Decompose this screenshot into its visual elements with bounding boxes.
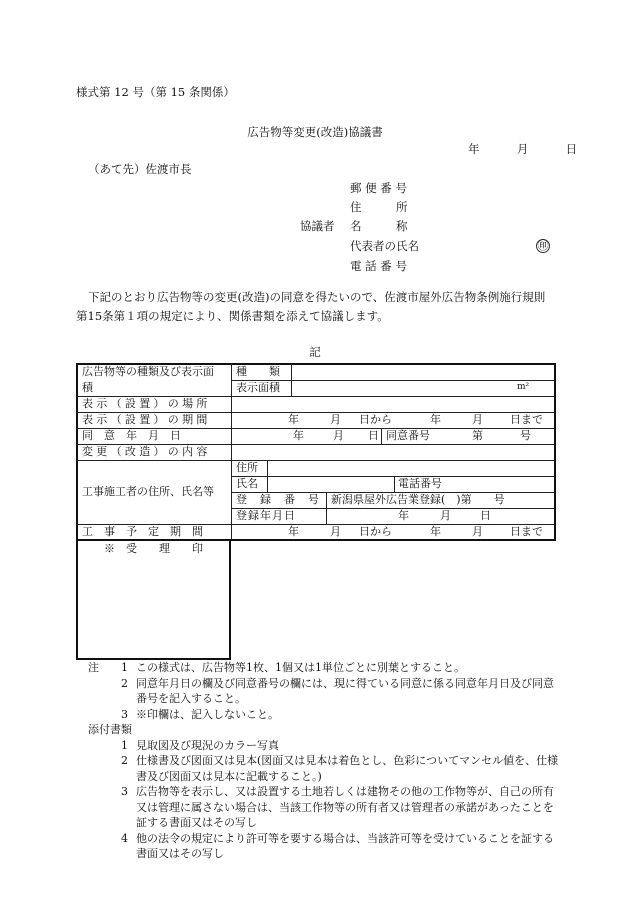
name-label: 名 称 [350,219,408,233]
construction-year-end: 年 [430,525,441,538]
change-content-label: 変更（改造）の内容 [82,445,211,458]
consent-number-prefix: 第 [472,429,483,442]
registration-date-label: 登録年月日 [236,509,296,522]
construction-from: 日から [359,525,392,538]
registration-month: 月 [440,509,451,522]
note-item [88,660,563,676]
consent-year: 年 [293,429,304,442]
representative-label: 代表者の氏名 [350,239,419,253]
note-number: 3 [121,707,128,721]
attachment-item [88,753,563,784]
attachment-text: 見取図及び現況のカラー写真 [136,738,279,752]
registration-number-label: 登 録 番 号 [236,493,320,506]
attachment-item [88,831,563,862]
period-year: 年 [288,413,299,426]
document-title: 広告物等変更(改造)協議書 [247,125,383,139]
date-month: 月 [516,142,529,156]
consent-number-suffix: 号 [520,429,531,442]
ki-heading: 記 [309,345,321,359]
note-number: 2 [121,676,128,690]
period-year-end: 年 [430,413,441,426]
period-month: 月 [330,413,341,426]
ad-type-label: 広告物等の種類及び表示面 [82,365,214,378]
period-month-end: 月 [472,413,483,426]
date-year: 年 [468,142,480,156]
attachment-text: 仕様書及び図面又は見本(図面又は見本は着色とし、色彩についてマンセル値を、仕様書及び図面又は見本に記載すること。) [136,754,559,783]
registration-day: 日 [480,509,491,522]
area-unit: m² [517,382,530,392]
row-line [231,476,554,477]
table-border-right [554,363,556,540]
attachment-item [88,784,563,831]
registration-number-value: 新潟県屋外広告業登録( )第 号 [331,493,505,506]
registration-year: 年 [398,509,409,522]
application-table [76,363,556,660]
contractor-address-label: 住所 [236,461,258,474]
attachment-number: 2 [121,754,128,767]
note-item [88,676,563,707]
ad-type-label-continued: 積 [82,381,93,394]
applicant-group-label: 協議者 [300,219,335,233]
column-divider [291,363,292,396]
consent-day: 日 [368,429,379,442]
consent-number-label: 同意番号 [386,429,430,442]
kind-label: 種 類 [236,365,280,378]
attachment-number: 4 [121,831,128,845]
construction-month-end: 月 [472,525,483,538]
construction-period-label: 工 事 予 定 期 間 [82,525,203,538]
receipt-stamp-label: ※ 受 理 印 [104,542,203,555]
attachment-text: 広告物等を表示し、又は設置する土地若しくは建物その他の工作物等が、自己の所有又は管理に属さない場合は、当該工作物等の所有者又は管理者の承諾があったことを証する書面又はその写し [136,785,554,829]
notes-head: 注 [88,661,99,674]
column-divider [326,492,327,524]
note-number: 1 [121,661,128,674]
phone-label: 電 話 番 号 [350,259,407,273]
request-paragraph: 下記のとおり広告物等の変更(改造)の同意を得たいので、佐渡市屋外広告物条例施行規則第15条第１項の規定により、関係書類を添えて協議します。 [76,290,546,323]
attachments-head: 添付書類 [88,723,132,736]
attachment-text: 他の法令の規定により許可等を要する場合は、当該許可等を受けていることを証する書面又はその写し [136,831,554,860]
date-day: 日 [565,142,578,156]
attachment-item [88,738,563,754]
receipt-stamp-box [76,539,231,660]
row-line [76,460,554,461]
contractor-phone-label: 電話番号 [398,477,442,490]
construction-year: 年 [288,525,299,538]
addressee: （あて先）佐渡市長 [88,162,192,176]
contractor-name-label: 氏名 [236,477,258,490]
note-item [88,707,563,723]
notes-section [88,660,563,862]
consent-month: 月 [333,429,344,442]
note-text: この様式は、広告物等1枚、1個又は1単位ごとに別葉とすること。 [136,661,465,674]
construction-month: 月 [330,525,341,538]
period-from: 日から [359,413,392,426]
column-divider [394,476,395,492]
contractor-label: 工事施工者の住所、氏名等 [82,485,214,498]
display-area-label: 表示面積 [236,381,280,394]
seal-mark: ㊞ [537,239,549,252]
column-divider [381,428,382,444]
attachment-number: 1 [121,738,128,752]
attachment-number: 3 [121,785,128,798]
construction-until: 日まで [510,525,543,538]
consent-date-label: 同 意 年 月 日 [82,429,181,442]
period-until: 日まで [510,413,543,426]
column-divider [267,460,268,492]
note-text: 同意年月日の欄及び同意番号の欄には、現に得ている同意に係る同意年月日及び同意番号を記入すること。 [136,676,554,705]
location-label: 表示（設置）の場所 [82,397,211,410]
postal-code-label: 郵 便 番 号 [350,181,407,195]
period-label: 表示（設置）の期間 [82,413,211,426]
date-line [468,141,577,157]
column-divider [231,363,232,539]
note-text: ※印欄は、記入しないこと。 [136,707,279,721]
form-number: 様式第 12 号（第 15 条関係） [76,85,235,99]
address-label: 住 所 [350,200,408,214]
